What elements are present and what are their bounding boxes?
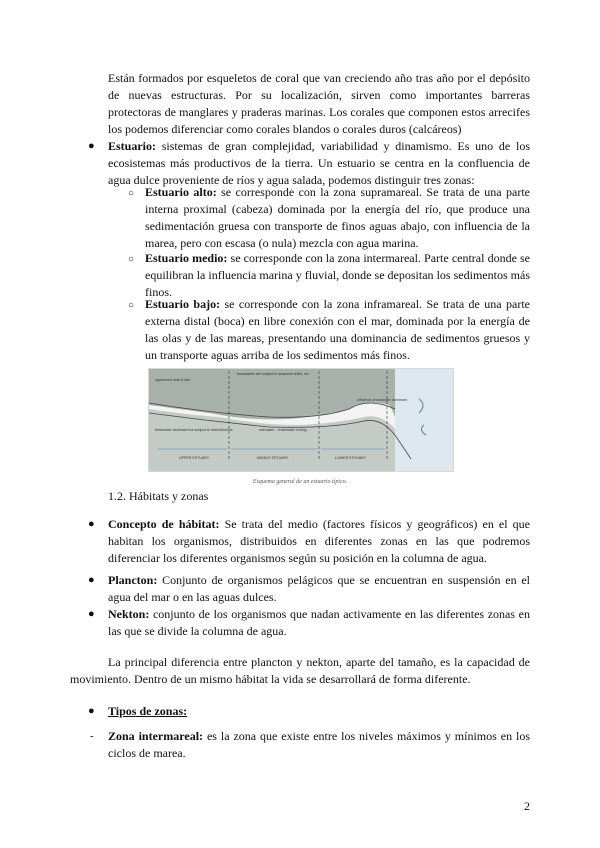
label-freshwater: freshwater dominant but subject to tidal influence — [155, 428, 233, 432]
estuario-alto-item — [145, 184, 530, 252]
habitat-item — [108, 516, 530, 567]
estuario-medio-item — [145, 250, 530, 301]
nekton-item — [108, 606, 530, 640]
tipos-heading — [108, 703, 530, 720]
label-lower-estuary: LOWER ESTUARY — [335, 456, 367, 460]
estuario-bajo-item — [145, 296, 530, 364]
bullet-icon: ● — [88, 140, 95, 152]
estuario-medio-term: Estuario medio: — [145, 251, 228, 265]
plancton-term: Plancton: — [108, 573, 158, 587]
bullet-icon: ● — [88, 705, 95, 717]
label-salt-water: salt water – freshwater mixing — [259, 428, 307, 432]
estuario-medio-text: se corresponde con la zona intermareal. Parte central donde se equilibran la influencia marina y fluvial, donde se depositan los sedimentos más finos. — [145, 251, 530, 299]
label-seasonal-shifts: boundaries are subject to seasonal shifts, etc. — [237, 372, 310, 376]
label-upper-tide: uppermost limit of tide — [155, 378, 191, 382]
bullet-icon: ● — [88, 608, 95, 620]
estuary-diagram-svg — [149, 369, 453, 471]
label-seawater-influence: influence of seawater dominant — [357, 398, 407, 402]
section-heading: 1.2. Hábitats y zonas — [108, 489, 209, 503]
estuario-alto-text: se corresponde con la zona supramareal. Se trata de una parte interna proximal (cabeza) dominada por la energía del río, que produce una sedimentación gruesa con transporte de finos aguas abajo, con influencia de la marea, pero con escasa (o nula) mezcla con agua marina. — [145, 185, 530, 250]
estuario-bajo-text: se corresponde con la zona inframareal. Se trata de una parte externa distal (boca) en libre conexión con el mar, dominada por la energía de las olas y de las mareas, presentando una dominancia de sedimentos gruesos y un transporte aguas arriba de los sedimentos más finos. — [145, 297, 530, 362]
bullet-icon: ● — [88, 574, 95, 586]
label-middle-estuary: MIDDLE ESTUARY — [257, 456, 289, 460]
difference-paragraph: La principal diferencia entre plancton y nekton, aparte del tamaño, es la capacidad de movimiento. Dentro de un mismo hábitat la vida se desarrollará de forma diferente. — [70, 655, 530, 686]
label-upper-estuary: UPPER ESTUARY — [179, 456, 210, 460]
estuario-alto-term: Estuario alto: — [145, 185, 217, 199]
nekton-term: Nekton: — [108, 607, 150, 621]
tipos-heading-text: Tipos de zonas: — [108, 704, 188, 718]
habitat-term: Concepto de hábitat: — [108, 517, 220, 531]
intermareal-text: es la zona que existe entre los niveles máximos y mínimos en los ciclos de marea. — [108, 729, 530, 760]
circle-bullet-icon: ○ — [128, 300, 135, 311]
figure-caption: Esquema general de un estuario típico. — [252, 479, 348, 485]
habitat-text: Se trata del medio (factores físicos y geográficos) en el que habitan los organismos, distribuidos en diferentes zonas en las que podremos diferenciar los diferentes organismos según su posición en la columna de agua. — [108, 517, 530, 565]
dash-bullet-icon: - — [90, 730, 94, 742]
estuario-text: sistemas de gran complejidad, variabilidad y dinamismo. Es uno de los ecosistemas más productivos de la tierra. Un estuario se centra en la confluencia de agua dulce proveniente de ríos y agua salada, podemos distinguir tres zonas: — [108, 139, 530, 187]
intermareal-item — [108, 728, 530, 762]
circle-bullet-icon: ○ — [128, 254, 135, 265]
sea-area — [395, 369, 453, 471]
intro-paragraph: Están formados por esqueletos de coral que van creciendo año tras año por el depósito de nuevas estructuras. Por su localización, sirven como importantes barreras protectoras de manglares y praderas marinas. Los corales que componen estos arrecifes los podemos diferenciar como corales blandos o corales duros (calcáreos) — [108, 71, 530, 136]
bullet-icon: ● — [88, 518, 95, 530]
estuario-item — [108, 138, 530, 189]
nekton-text: conjunto de los organismos que nadan activamente en las diferentes zonas en las que se divide la columna de agua. — [108, 607, 530, 638]
circle-bullet-icon: ○ — [128, 188, 135, 199]
estuary-diagram — [148, 368, 454, 472]
plancton-item — [108, 572, 530, 606]
intermareal-term: Zona intermareal: — [108, 729, 204, 743]
page-number: 2 — [524, 799, 530, 813]
estuario-term: Estuario: — [108, 139, 156, 153]
plancton-text: Conjunto de organismos pelágicos que se encuentran en suspensión en el agua del mar o en las aguas dulces. — [108, 573, 530, 604]
estuario-bajo-term: Estuario bajo: — [145, 297, 221, 311]
